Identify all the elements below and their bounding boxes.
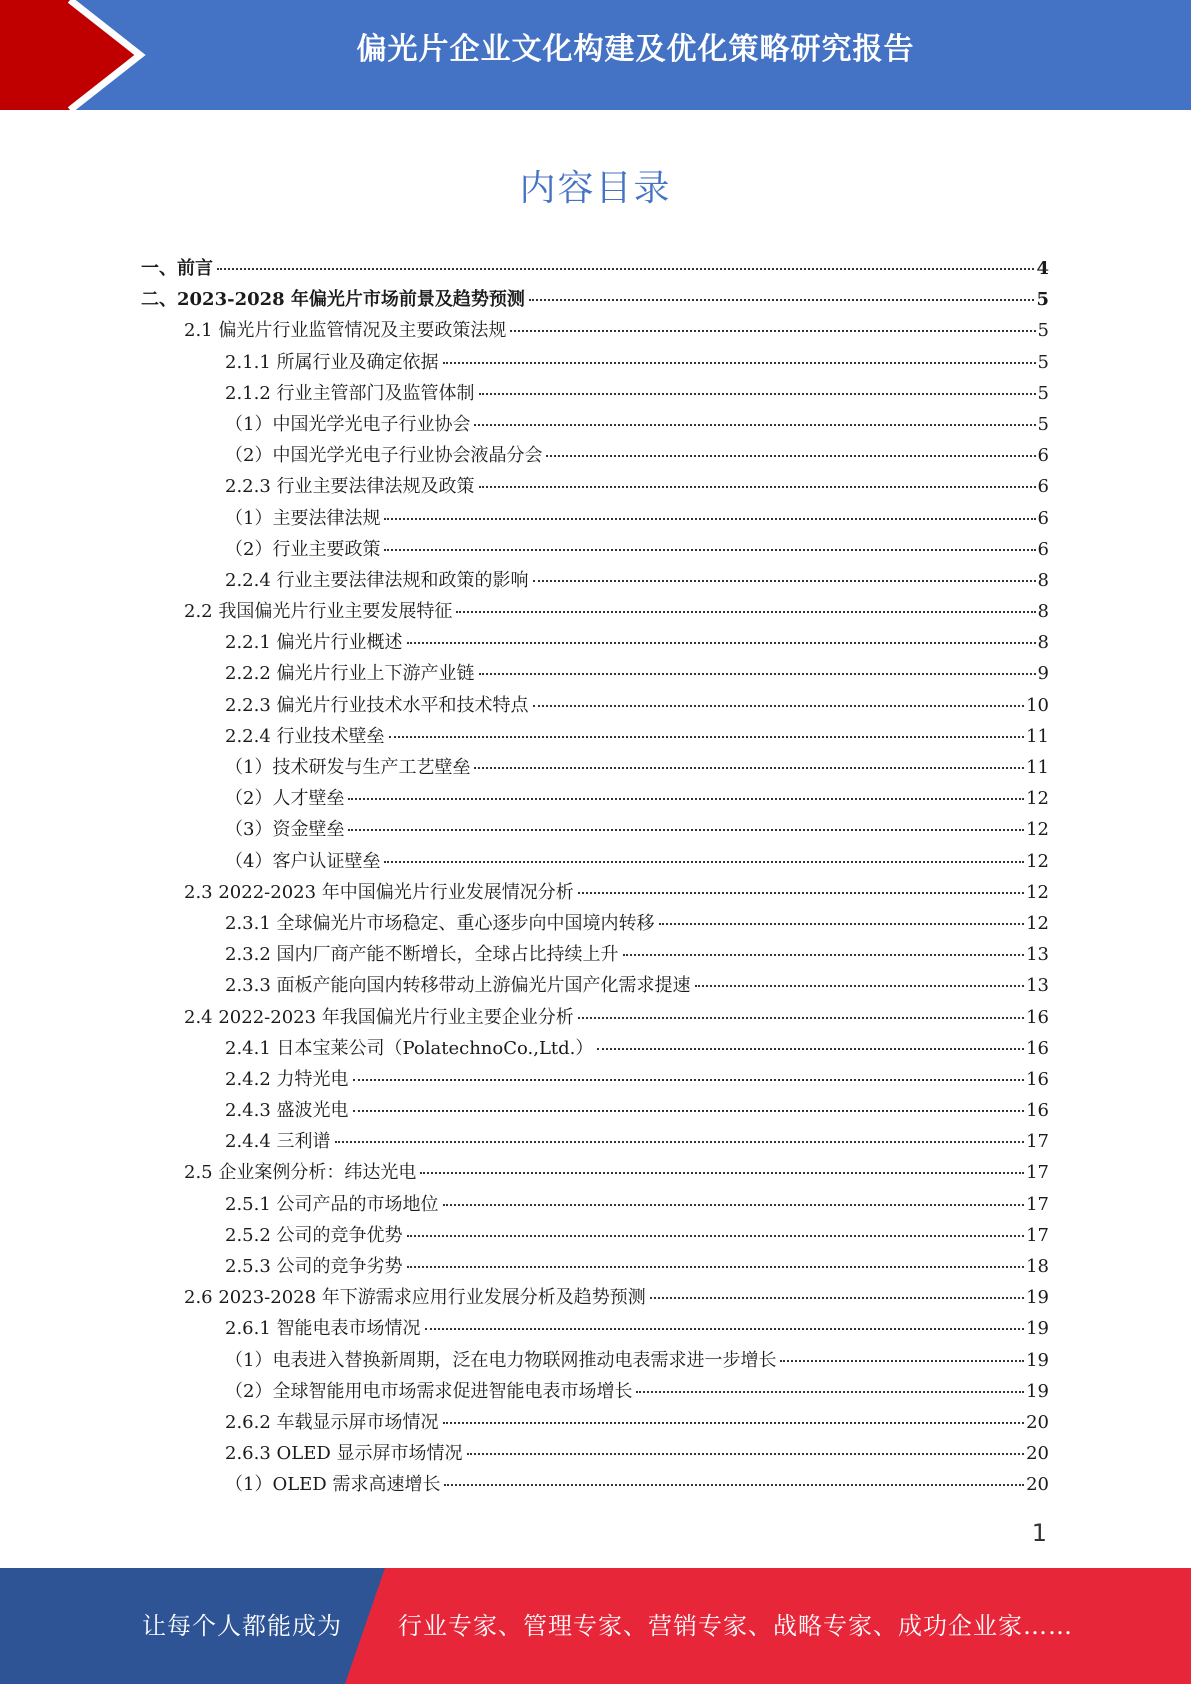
toc-entry[interactable] <box>141 815 1049 846</box>
toc-entry-label: 2.2.4 行业主要法律法规和政策的影响 <box>225 569 529 591</box>
toc-dot-leader <box>444 1484 1024 1486</box>
toc-entry[interactable] <box>141 753 1049 784</box>
toc-entry-label: 2.3.2 国内厂商产能不断增长，全球占比持续上升 <box>225 944 619 966</box>
toc-entry-label: （1）技术研发与生产工艺壁垒 <box>225 757 471 778</box>
toc-dot-leader <box>217 268 1034 270</box>
toc-entry-label: （1）电表进入替换新周期，泛在电力物联网推动电表需求进一步增长 <box>225 1349 777 1371</box>
toc-dot-leader <box>384 549 1035 551</box>
toc-dot-leader <box>479 393 1036 395</box>
toc-entry-label: 2.3.1 全球偏光片市场稳定、重心逐步向中国境内转移 <box>225 912 655 934</box>
toc-entry-page: 16 <box>1026 1037 1049 1059</box>
toc-entry[interactable] <box>141 441 1049 472</box>
toc-dot-leader <box>407 1266 1025 1268</box>
toc-entry-page: 8 <box>1037 569 1049 591</box>
toc-entry-page: 5 <box>1037 413 1049 435</box>
toc-dot-leader <box>384 861 1024 863</box>
toc-entry-page: 16 <box>1026 1006 1049 1028</box>
toc-entry-label: 2.2 我国偏光片行业主要发展特征 <box>184 601 453 623</box>
toc-entry[interactable] <box>141 535 1049 566</box>
toc-entry[interactable] <box>141 659 1049 690</box>
toc-dot-leader <box>456 611 1035 613</box>
toc-entry-label: 2.6.1 智能电表市场情况 <box>225 1318 421 1340</box>
toc-entry[interactable] <box>141 1346 1049 1377</box>
toc-entry[interactable] <box>141 1252 1049 1283</box>
toc-entry-page: 5 <box>1036 289 1049 311</box>
toc-dot-leader <box>659 923 1025 925</box>
toc-entry-label: 2.5 企业案例分析：纬达光电 <box>184 1162 417 1184</box>
toc-entry-label: 2.1 偏光片行业监管情况及主要政策法规 <box>184 320 507 342</box>
toc-dot-leader <box>780 1360 1024 1362</box>
toc-entry-label: （1）主要法律法规 <box>225 507 381 529</box>
toc-entry-label: 2.4.4 三利谱 <box>225 1131 331 1153</box>
toc-entry[interactable] <box>141 285 1049 316</box>
toc-entry[interactable] <box>141 1439 1049 1470</box>
toc-entry-page: 16 <box>1026 1068 1049 1090</box>
toc-entry-label: （4）客户认证壁垒 <box>225 850 381 872</box>
toc-dot-leader <box>529 299 1035 301</box>
footer-slogan-left: 让每个人都能成为 <box>142 1612 342 1640</box>
toc-heading: 内容目录 <box>519 168 672 209</box>
toc-dot-leader <box>407 642 1036 644</box>
toc-dot-leader <box>479 673 1036 675</box>
toc-entry[interactable] <box>141 472 1049 503</box>
toc-entry-label: （1）中国光学光电子行业协会 <box>225 413 471 435</box>
toc-entry-page: 6 <box>1037 476 1049 498</box>
toc-entry-page: 12 <box>1026 819 1049 841</box>
toc-entry-label: 2.2.3 行业主要法律法规及政策 <box>225 476 475 498</box>
toc-dot-leader <box>407 1235 1025 1237</box>
toc-entry[interactable] <box>141 566 1049 597</box>
toc-dot-leader <box>533 580 1036 582</box>
toc-entry-page: 6 <box>1037 507 1049 529</box>
toc-entry-page: 19 <box>1026 1380 1049 1402</box>
toc-dot-leader <box>384 518 1035 520</box>
toc-entry[interactable] <box>141 1034 1049 1065</box>
toc-dot-leader <box>695 985 1025 987</box>
toc-entry[interactable] <box>141 316 1049 347</box>
page-number: 1 <box>1031 1519 1047 1547</box>
table-of-contents <box>141 254 1049 1502</box>
toc-entry[interactable] <box>141 410 1049 441</box>
toc-dot-leader <box>474 767 1024 769</box>
toc-dot-leader <box>389 736 1025 738</box>
toc-entry-page: 4 <box>1036 258 1049 279</box>
toc-entry[interactable] <box>141 1065 1049 1096</box>
toc-entry-label: （2）行业主要政策 <box>225 538 381 560</box>
report-footer <box>0 1568 1191 1684</box>
toc-entry[interactable] <box>141 878 1049 909</box>
toc-dot-leader <box>510 330 1035 332</box>
toc-entry[interactable] <box>141 971 1049 1002</box>
toc-dot-leader <box>467 1453 1025 1455</box>
toc-entry[interactable] <box>141 1314 1049 1345</box>
toc-dot-leader <box>443 362 1036 364</box>
toc-entry-page: 17 <box>1026 1193 1049 1215</box>
toc-entry-label: 2.5.2 公司的竞争优势 <box>225 1224 403 1246</box>
toc-entry[interactable] <box>141 1096 1049 1127</box>
toc-entry[interactable] <box>141 628 1049 659</box>
toc-entry-label: 2.6.3 OLED 显示屏市场情况 <box>225 1443 463 1465</box>
toc-entry-label: 2.6.2 车载显示屏市场情况 <box>225 1411 439 1433</box>
toc-entry-page: 11 <box>1026 757 1049 778</box>
toc-entry-page: 18 <box>1026 1256 1049 1277</box>
report-title: 偏光片企业文化构建及优化策略研究报告 <box>356 32 915 67</box>
toc-entry[interactable] <box>141 722 1049 753</box>
toc-dot-leader <box>353 1110 1025 1112</box>
toc-entry-label: 2.2.1 偏光片行业概述 <box>225 632 403 654</box>
toc-entry[interactable] <box>141 597 1049 628</box>
toc-entry[interactable] <box>141 1470 1049 1501</box>
toc-entry-label: （2）人才壁垒 <box>225 788 345 810</box>
toc-entry-page: 20 <box>1026 1474 1049 1496</box>
toc-entry-label: 2.4.2 力特光电 <box>225 1068 349 1090</box>
toc-dot-leader <box>348 829 1024 831</box>
toc-entry-page: 19 <box>1026 1318 1049 1340</box>
toc-dot-leader <box>348 798 1024 800</box>
footer-slogan-right: 行业专家、管理专家、营销专家、战略专家、成功企业家…… <box>398 1612 1073 1640</box>
toc-dot-leader <box>650 1297 1024 1299</box>
toc-entry-page: 12 <box>1026 912 1049 934</box>
toc-entry[interactable] <box>141 909 1049 940</box>
toc-dot-leader <box>636 1391 1024 1393</box>
toc-entry[interactable] <box>141 847 1049 878</box>
toc-entry[interactable] <box>141 254 1049 285</box>
toc-entry[interactable] <box>141 1283 1049 1314</box>
toc-entry-page: 5 <box>1037 382 1049 404</box>
toc-entry-label: 2.2.2 偏光片行业上下游产业链 <box>225 663 475 685</box>
toc-entry-label: （1）OLED 需求高速增长 <box>225 1474 441 1496</box>
toc-entry-label: 2.5.1 公司产品的市场地位 <box>225 1193 439 1215</box>
toc-entry-page: 11 <box>1026 725 1049 747</box>
toc-entry[interactable] <box>141 1190 1049 1221</box>
toc-dot-leader <box>623 954 1025 956</box>
toc-entry-page: 20 <box>1026 1443 1049 1465</box>
toc-entry-page: 8 <box>1037 632 1049 654</box>
toc-entry-label: 2.6 2023-2028 年下游需求应用行业发展分析及趋势预测 <box>184 1287 646 1309</box>
toc-entry-page: 19 <box>1026 1287 1049 1309</box>
toc-dot-leader <box>533 705 1025 707</box>
toc-entry-label: 2.4.1 日本宝莱公司（PolatechnoCo.,Ltd.） <box>225 1037 594 1059</box>
toc-entry-page: 20 <box>1026 1411 1049 1433</box>
toc-entry-label: 2.2.4 行业技术壁垒 <box>225 725 385 747</box>
toc-dot-leader <box>420 1172 1024 1174</box>
toc-dot-leader <box>335 1141 1025 1143</box>
toc-entry-page: 19 <box>1026 1349 1049 1371</box>
toc-entry-page: 9 <box>1037 663 1049 685</box>
toc-entry-label: （3）资金壁垒 <box>225 819 345 841</box>
toc-entry-label: 2.3.3 面板产能向国内转移带动上游偏光片国产化需求提速 <box>225 975 691 997</box>
toc-dot-leader <box>479 486 1036 488</box>
toc-entry-page: 13 <box>1026 975 1049 997</box>
toc-dot-leader <box>425 1328 1025 1330</box>
toc-entry[interactable] <box>141 1003 1049 1034</box>
toc-entry-page: 8 <box>1037 601 1049 623</box>
toc-entry[interactable] <box>141 348 1049 379</box>
toc-dot-leader <box>443 1204 1025 1206</box>
toc-entry-label: 一、前言 <box>141 258 213 279</box>
toc-entry-label: 2.4.3 盛波光电 <box>225 1100 349 1122</box>
toc-entry[interactable] <box>141 1221 1049 1252</box>
toc-entry-page: 6 <box>1037 445 1049 467</box>
toc-entry-page: 17 <box>1026 1162 1049 1184</box>
toc-entry[interactable] <box>141 1127 1049 1158</box>
toc-entry-label: 2.1.1 所属行业及确定依据 <box>225 351 439 373</box>
toc-entry-page: 12 <box>1026 788 1049 810</box>
toc-entry-page: 6 <box>1037 538 1049 560</box>
toc-entry-page: 12 <box>1026 850 1049 872</box>
toc-entry-page: 17 <box>1026 1224 1049 1246</box>
toc-entry-label: 二、2023-2028 年偏光片市场前景及趋势预测 <box>141 289 525 311</box>
toc-entry-label: 2.2.3 偏光片行业技术水平和技术特点 <box>225 694 529 716</box>
toc-entry-page: 5 <box>1037 320 1049 342</box>
toc-dot-leader <box>546 455 1035 457</box>
toc-entry-page: 12 <box>1026 881 1049 903</box>
toc-dot-leader <box>578 892 1024 894</box>
toc-entry-label: （2）中国光学光电子行业协会液晶分会 <box>225 445 543 467</box>
toc-entry-page: 16 <box>1026 1100 1049 1122</box>
toc-entry-label: 2.4 2022-2023 年我国偏光片行业主要企业分析 <box>184 1006 574 1028</box>
toc-entry-page: 17 <box>1026 1131 1049 1153</box>
toc-entry[interactable] <box>141 940 1049 971</box>
toc-dot-leader <box>443 1422 1025 1424</box>
toc-entry-label: 2.1.2 行业主管部门及监管体制 <box>225 382 475 404</box>
chevron-arrow-icon <box>0 0 160 110</box>
toc-entry-label: 2.3 2022-2023 年中国偏光片行业发展情况分析 <box>184 881 574 903</box>
toc-entry-label: 2.5.3 公司的竞争劣势 <box>225 1256 403 1277</box>
toc-entry-page: 10 <box>1026 694 1049 716</box>
report-header <box>0 0 1191 110</box>
toc-dot-leader <box>578 1017 1024 1019</box>
toc-entry[interactable] <box>141 1158 1049 1189</box>
toc-entry[interactable] <box>141 504 1049 535</box>
toc-entry-page: 5 <box>1037 351 1049 373</box>
toc-dot-leader <box>353 1079 1025 1081</box>
toc-entry[interactable] <box>141 379 1049 410</box>
toc-dot-leader <box>474 424 1035 426</box>
toc-entry[interactable] <box>141 1377 1049 1408</box>
toc-entry[interactable] <box>141 1408 1049 1439</box>
toc-entry[interactable] <box>141 784 1049 815</box>
toc-entry-label: （2）全球智能用电市场需求促进智能电表市场增长 <box>225 1380 633 1402</box>
toc-entry[interactable] <box>141 691 1049 722</box>
toc-entry-page: 13 <box>1026 944 1049 966</box>
toc-dot-leader <box>597 1048 1024 1050</box>
